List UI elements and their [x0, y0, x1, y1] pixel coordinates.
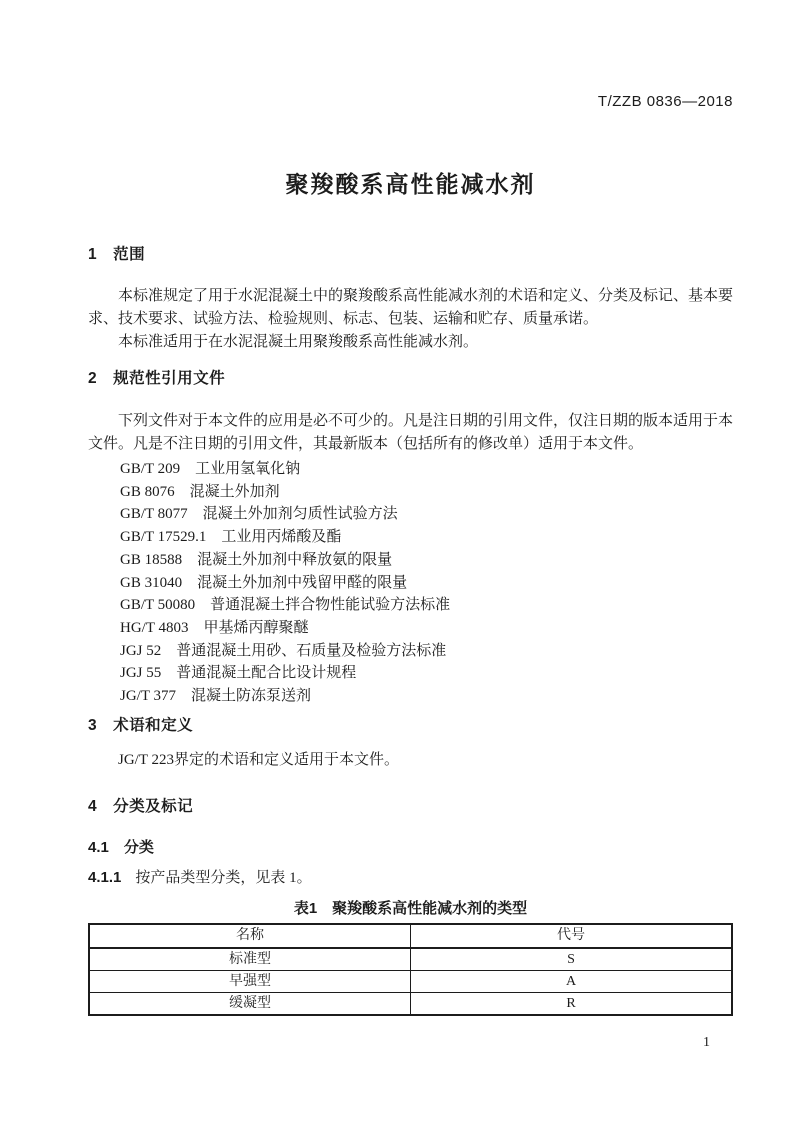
table-cell-name: 早强型 [89, 970, 411, 992]
table-cell-name: 标准型 [89, 948, 411, 971]
reference-item: GB/T 17529.1 工业用丙烯酸及酯 [120, 529, 342, 546]
reference-item: JGJ 55 普通混凝土配合比设计规程 [120, 665, 357, 682]
reference-item: GB/T 8077 混凝土外加剂匀质性试验方法 [120, 506, 398, 523]
section-3-heading: 3 术语和定义 [88, 716, 194, 734]
table-1 [88, 923, 733, 1016]
reference-item: GB 31040 混凝土外加剂中残留甲醛的限量 [120, 574, 408, 591]
section-1-paragraph-2: 本标准适用于在水泥混凝土用聚羧酸系高性能减水剂。 [118, 334, 479, 350]
section-4-heading: 4 分类及标记 [88, 797, 194, 815]
table-row [89, 948, 732, 971]
table-cell-code: A [411, 970, 733, 992]
table-header-row [89, 924, 732, 948]
section-1-paragraph-1: 本标准规定了用于水泥混凝土中的聚羧酸系高性能减水剂的术语和定义、分类及标记、基本要求、技术要求、试验方法、检验规则、标志、包装、运输和贮存、质量承诺。 [88, 288, 734, 327]
table-header-name: 名称 [89, 924, 411, 948]
clause-4-1-1 [88, 867, 733, 889]
section-3-paragraph-1: JG/T 223界定的术语和定义适用于本文件。 [118, 751, 399, 768]
table-cell-code: R [411, 992, 733, 1015]
doc-code: T/ZZB 0836—2018 [597, 93, 733, 110]
table-cell-code: S [411, 948, 733, 971]
page-title: 聚羧酸系高性能减水剂 [285, 171, 536, 197]
reference-item: JGJ 52 普通混凝土用砂、石质量及检验方法标准 [120, 642, 447, 659]
reference-item: HG/T 4803 甲基烯丙醇聚醚 [120, 619, 309, 636]
reference-item: GB/T 50080 普通混凝土拌合物性能试验方法标准 [120, 597, 451, 614]
clause-text: 按产品类型分类，见表 1。 [135, 869, 312, 886]
table-1-caption: 表1 聚羧酸系高性能减水剂的类型 [293, 899, 528, 917]
reference-item: GB/T 209 工业用氢氧化钠 [120, 461, 301, 477]
section-1-heading: 1 范围 [88, 246, 146, 263]
page-number: 1 [703, 1035, 710, 1050]
clause-number: 4.1.1 [88, 868, 122, 886]
section-2-paragraph-1: 下列文件对于本文件的应用是必不可少的。凡是注日期的引用文件，仅注日期的版本适用于本文件。凡是不注日期的引用文件，其最新版本（包括所有的修改单）适用于本文件。 [88, 413, 734, 452]
section-4-1-heading: 4.1 分类 [88, 838, 154, 856]
reference-item: GB 8076 混凝土外加剂 [120, 483, 280, 500]
section-2-heading: 2 规范性引用文件 [88, 370, 226, 387]
table-row [89, 992, 732, 1015]
table-cell-name: 缓凝型 [89, 992, 411, 1015]
reference-item: JG/T 377 混凝土防冻泵送剂 [120, 688, 311, 705]
references-list [88, 458, 733, 708]
table-header-code: 代号 [411, 924, 733, 948]
reference-item: GB 18588 混凝土外加剂中释放氨的限量 [120, 551, 393, 568]
table-row [89, 970, 732, 992]
